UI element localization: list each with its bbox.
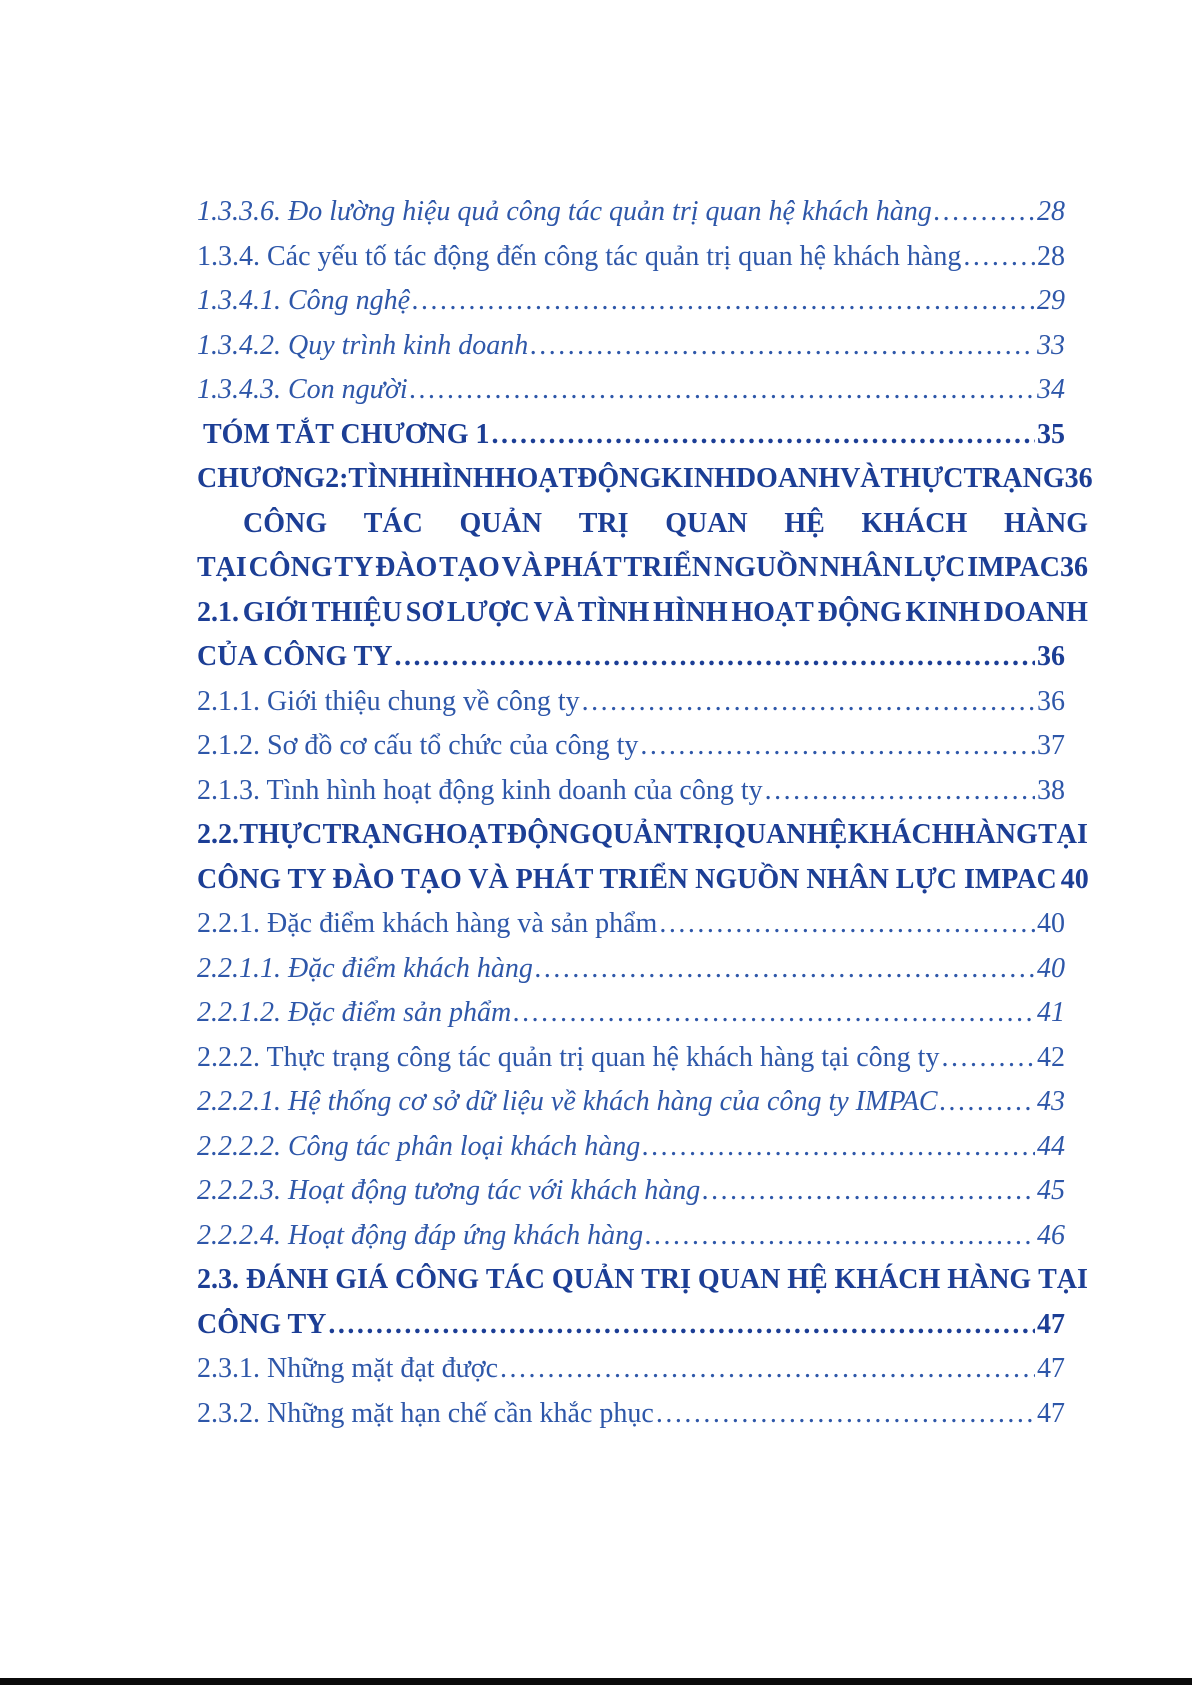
toc-entry — [197, 1347, 1088, 1392]
toc-entry-word: ĐỘNG — [577, 463, 662, 494]
leader-dots — [640, 724, 1035, 769]
toc-entry-word: KINH — [661, 463, 736, 494]
toc-entry-word: THIỆU — [311, 596, 403, 628]
toc-entry-word: TY — [334, 552, 374, 583]
toc-entry-word: VÀ — [501, 552, 543, 583]
toc-entry-text: CÔNG TY ĐÀO TẠO VÀ PHÁT TRIỂN NGUỒN NHÂN LỰC IMPAC — [197, 863, 1057, 895]
leader-dots — [941, 1036, 1035, 1081]
toc-entry — [197, 1080, 1088, 1125]
toc-entry-text: 2.1.2. Sơ đồ cơ cấu tổ chức của công ty — [197, 730, 639, 761]
toc-entry-text: 1.3.4.3. Con người — [197, 374, 408, 405]
toc-entry-word: HÀNG — [953, 819, 1038, 850]
toc-entry-word: THỰC — [880, 463, 964, 494]
toc-entry — [197, 457, 1093, 502]
toc-entry-text: 1.3.4. Các yếu tố tác động đến công tác quản trị quan hệ khách hàng — [197, 240, 962, 272]
toc-entry-word: QUẢN — [459, 507, 542, 539]
toc-entry — [197, 680, 1088, 725]
page-number: 28 — [1037, 240, 1065, 272]
toc-entry — [197, 947, 1088, 992]
toc-entry-text: 2.2.1. Đặc điểm khách hàng và sản phẩm — [197, 908, 658, 939]
toc-entry-word: 2.3. — [197, 1264, 239, 1295]
toc-entry-text: 2.2.1.1. Đặc điểm khách hàng — [197, 952, 533, 984]
page-number: 40 — [1037, 908, 1065, 939]
page-number: 38 — [1037, 774, 1065, 806]
toc-entry — [197, 858, 1088, 903]
table-of-contents — [197, 190, 1093, 1436]
toc-entry-word: QUẢN — [591, 819, 674, 850]
leader-dots — [395, 635, 1035, 680]
toc-entry-word: QUAN — [697, 1264, 781, 1295]
toc-entry-word: NGUỒN — [713, 552, 819, 583]
toc-entry — [197, 324, 1088, 369]
toc-entry-word: NHÂN — [819, 552, 903, 583]
page-number: 44 — [1037, 1130, 1065, 1162]
toc-entry — [197, 724, 1088, 769]
toc-entry-word: TẠI — [1038, 819, 1088, 850]
toc-entry-word: HÀNG — [1004, 507, 1088, 539]
toc-entry-word: TÌNH — [348, 463, 420, 494]
toc-entry — [197, 1303, 1088, 1348]
leader-dots — [765, 769, 1035, 814]
toc-entry-word: QUAN — [724, 819, 807, 850]
toc-entry-word: TẠI — [197, 552, 247, 583]
leader-dots — [535, 947, 1035, 992]
toc-entry-text: 2.3.1. Những mặt đạt được — [197, 1353, 498, 1384]
page-number: 47 — [1037, 1308, 1065, 1340]
toc-entry-word: TRIỂN — [623, 552, 713, 583]
toc-entry-word: TÌNH — [577, 596, 650, 628]
toc-entry-word: QUẢN — [551, 1264, 635, 1295]
page-number: 47 — [1037, 1353, 1065, 1384]
toc-entry — [197, 368, 1088, 413]
toc-entry — [197, 279, 1088, 324]
toc-entry-word: CHƯƠNG — [197, 463, 326, 494]
toc-entry-text: 1.3.3.6. Đo lường hiệu quả công tác quản trị quan hệ khách hàng — [197, 196, 932, 227]
toc-entry-word: HÀNG — [947, 1264, 1032, 1295]
leader-dots — [513, 991, 1035, 1036]
toc-entry-text: 2.1.3. Tình hình hoạt động kinh doanh của công ty — [197, 774, 763, 806]
toc-entry — [197, 190, 1088, 235]
leader-dots — [659, 902, 1035, 947]
toc-entry — [197, 1258, 1088, 1303]
page-number: 42 — [1037, 1041, 1065, 1073]
toc-entry-word: KHÁCH — [861, 507, 968, 539]
toc-entry-word: LỰC — [904, 552, 966, 583]
toc-entry-text: 2.2.1.2. Đặc điểm sản phẩm — [197, 997, 512, 1028]
toc-entry — [197, 502, 1088, 547]
leader-dots — [702, 1169, 1035, 1214]
toc-entry-word: DOANH — [735, 463, 841, 494]
page-number: 41 — [1037, 997, 1065, 1028]
toc-entry-word: ĐÀO — [375, 552, 438, 583]
toc-entry-word: VÀ — [533, 596, 574, 628]
toc-entry-word: TRẠNG — [322, 819, 424, 850]
toc-entry — [197, 235, 1088, 280]
toc-entry-word: KINH — [905, 596, 980, 628]
leader-dots — [582, 680, 1035, 725]
toc-entry — [197, 591, 1088, 636]
toc-entry-text: CÔNG TY — [197, 1308, 327, 1340]
toc-entry — [197, 1036, 1088, 1081]
toc-entry-word: TẠI — [1038, 1264, 1088, 1295]
toc-entry-word: LƯỢC — [446, 596, 530, 628]
toc-entry-text: CỦA CÔNG TY — [197, 641, 393, 672]
leader-dots — [963, 235, 1035, 280]
toc-entry-word: TRỊ — [673, 819, 724, 850]
toc-entry-word: THỰC — [239, 819, 323, 850]
toc-entry — [197, 413, 1088, 458]
toc-entry-word: HÌNH — [419, 463, 495, 494]
toc-entry-text: 1.3.4.2. Quy trình kinh doanh — [197, 329, 529, 361]
toc-entry-word: 2.1. — [197, 596, 239, 628]
toc-entry — [197, 1214, 1088, 1259]
page-number: 47 — [1037, 1397, 1065, 1429]
toc-entry-word: TRỊ — [641, 1264, 691, 1295]
leader-dots — [492, 413, 1035, 458]
page-number: 28 — [1037, 196, 1065, 227]
page-number: 46 — [1037, 1219, 1065, 1251]
toc-entry-word: SƠ — [405, 596, 444, 628]
toc-entry-word: HỆ — [806, 819, 848, 850]
toc-entry-text: 2.2.2.1. Hệ thống cơ sở dữ liệu về khách hàng của công ty IMPAC — [197, 1086, 938, 1117]
toc-entry-word: HOẠT — [494, 463, 578, 494]
page-number: 36 — [1037, 685, 1065, 717]
page-number: 40 — [1060, 863, 1089, 895]
leader-dots — [410, 368, 1035, 413]
toc-entry-word: KHÁCH — [847, 819, 954, 850]
toc-entry — [197, 1125, 1088, 1170]
toc-entry — [197, 546, 1088, 591]
toc-entry-word: QUAN — [665, 507, 748, 539]
leader-dots — [656, 1392, 1035, 1437]
toc-entry — [197, 902, 1088, 947]
toc-entry-word: ĐỘNG — [817, 596, 902, 628]
footer-bar — [0, 1678, 1192, 1685]
toc-entry-word: TRỊ — [578, 507, 629, 539]
leader-dots — [500, 1347, 1035, 1392]
toc-entry-word: ĐÁNH — [245, 1264, 329, 1295]
toc-entry-text: 2.2.2.2. Công tác phân loại khách hàng — [197, 1130, 641, 1162]
toc-entry-word: TÁC — [485, 1264, 545, 1295]
leader-dots — [940, 1080, 1035, 1125]
toc-entry-word: VÀ — [840, 463, 881, 494]
toc-entry — [197, 1169, 1088, 1214]
toc-entry-word: CÔNG — [248, 552, 333, 583]
toc-entry-word: PHÁT — [543, 552, 622, 583]
toc-entry — [197, 813, 1088, 858]
toc-entry-word: TẠO — [439, 552, 500, 583]
toc-entry-word: HOẠT — [731, 596, 814, 628]
toc-entry-word: ĐỘNG — [506, 819, 591, 850]
toc-entry-word: TÁC — [363, 507, 423, 539]
toc-entry-word: HOẠT — [424, 819, 507, 850]
toc-entry-word: IMPAC36 — [967, 552, 1088, 583]
leader-dots — [328, 1303, 1035, 1348]
toc-entry-text: 2.2.2. Thực trạng công tác quản trị quan hệ khách hàng tại công ty — [197, 1041, 940, 1073]
toc-entry-text: TÓM TẮT CHƯƠNG 1 — [203, 418, 490, 450]
leader-dots — [934, 190, 1035, 235]
toc-entry-word: GIÁ — [335, 1264, 389, 1295]
page-number: 34 — [1037, 374, 1065, 405]
toc-entry-text: 2.1.1. Giới thiệu chung về công ty — [197, 685, 580, 717]
toc-entry-word: KHÁCH — [834, 1264, 941, 1295]
toc-entry-word: 2.2. — [197, 819, 239, 850]
page-number: 40 — [1037, 952, 1065, 984]
toc-entry-word: HỆ — [784, 507, 825, 539]
toc-entry-word: CÔNG — [394, 1264, 479, 1295]
toc-entry-word: TRẠNG36 — [963, 463, 1093, 494]
toc-entry-word: HỆ — [787, 1264, 828, 1295]
toc-entry-word: HÌNH — [653, 596, 728, 628]
toc-entry — [197, 635, 1088, 680]
leader-dots — [412, 279, 1035, 324]
leader-dots — [642, 1125, 1035, 1170]
toc-entry — [197, 1392, 1088, 1437]
page-number: 43 — [1037, 1086, 1065, 1117]
toc-entry-word: 2: — [325, 463, 349, 494]
page-number: 45 — [1037, 1175, 1065, 1206]
leader-dots — [645, 1214, 1035, 1259]
toc-entry-text: 2.2.2.3. Hoạt động tương tác với khách hàng — [197, 1175, 701, 1206]
toc-entry-text: 2.2.2.4. Hoạt động đáp ứng khách hàng — [197, 1219, 644, 1251]
toc-entry-word: CÔNG — [243, 507, 327, 539]
toc-entry — [197, 991, 1088, 1036]
toc-entry-text: 1.3.4.1. Công nghệ — [197, 285, 411, 316]
page-number: 36 — [1037, 641, 1065, 672]
toc-entry-word: DOANH — [983, 596, 1088, 628]
page-number: 37 — [1037, 730, 1065, 761]
page-number: 33 — [1037, 329, 1065, 361]
page-number: 29 — [1037, 285, 1065, 316]
leader-dots — [530, 324, 1035, 369]
toc-entry-text: 2.3.2. Những mặt hạn chế cần khắc phục — [197, 1397, 654, 1429]
toc-entry — [197, 769, 1088, 814]
toc-entry-word: GIỚI — [242, 596, 309, 628]
page-number: 35 — [1037, 418, 1065, 450]
